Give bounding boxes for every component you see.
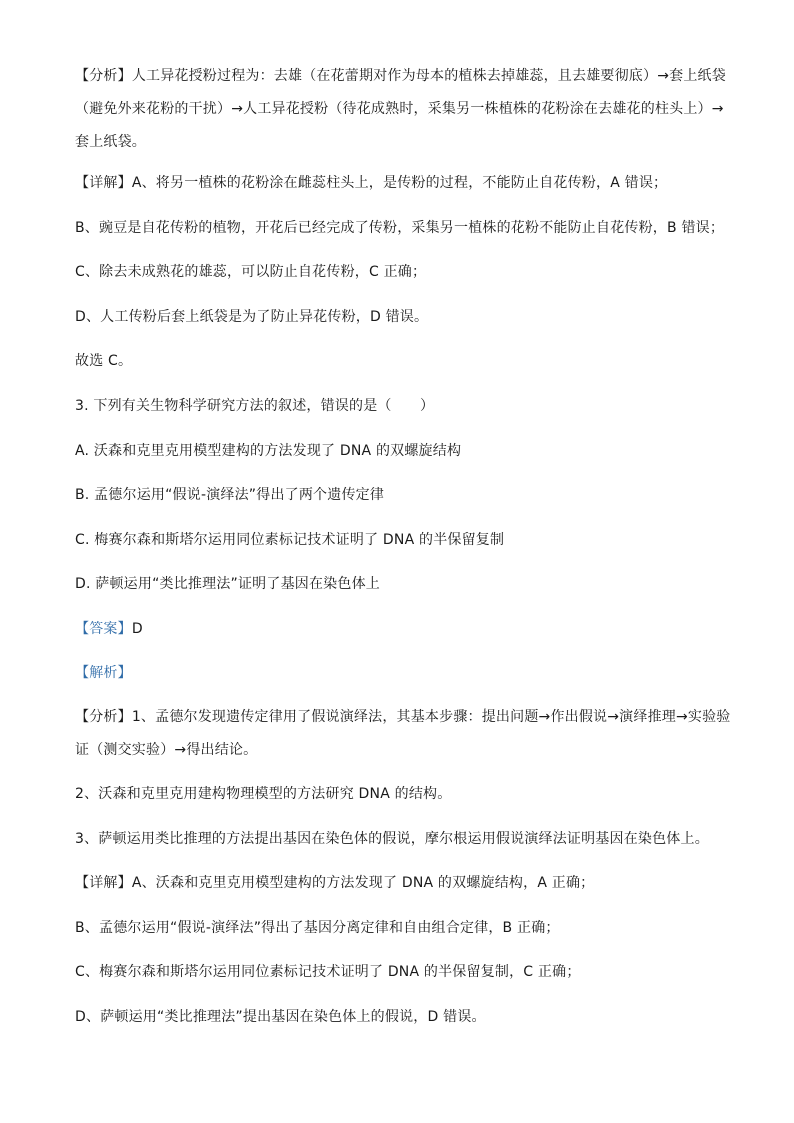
analysis1-line2: （避免外来花粉的干扰）→人工异花授粉（待花成熟时，采集另一株植株的花粉涂在去雄花的柱头上）→ (75, 101, 724, 117)
question3-stem: 3. 下列有关生物科学研究方法的叙述，错误的是（ ） (75, 398, 435, 414)
explanation-tag: 【解析】 (75, 665, 132, 681)
detail1-line-c: C、除去未成熟花的雄蕊，可以防止自花传粉，C 正确； (75, 264, 427, 280)
analysis-tag: 【分析】 (75, 709, 132, 725)
analysis2-line1: 【分析】1、孟德尔发现遗传定律用了假说演绎法，其基本步骤：提出问题→作出假说→演绎推理→实验验 (75, 709, 731, 725)
answer-value: D (131, 621, 143, 637)
detail2-line-d: D、萨顿运用“类比推理法”提出基因在染色体上的假说，D 错误。 (75, 1009, 486, 1025)
detail1-line-b: B、豌豆是自花传粉的植物，开花后已经完成了传粉，采集另一植株的花粉不能防止自花传粉，B 错误； (75, 220, 725, 236)
question3-option-c: C. 梅赛尔森和斯塔尔运用同位素标记技术证明了 DNA 的半保留复制 (75, 532, 505, 548)
analysis2-line4: 3、萨顿运用类比推理的方法提出基因在染色体的假说，摩尔根运用假说演绎法证明基因在染色体上。 (75, 831, 709, 847)
analysis2-line2: 证（测交实验）→得出结论。 (75, 742, 258, 758)
detail2-line-a: 【详解】A、沃森和克里克用模型建构的方法发现了 DNA 的双螺旋结构，A 正确； (75, 875, 595, 891)
analysis1-line3: 套上纸袋。 (75, 134, 146, 150)
question3-option-a: A. 沃森和克里克用模型建构的方法发现了 DNA 的双螺旋结构 (75, 443, 462, 459)
answer-line (75, 618, 725, 640)
detail1-line-d: D、人工传粉后套上纸袋是为了防止异花传粉，D 错误。 (75, 309, 429, 325)
question3-option-b: B. 孟德尔运用“假说-演绎法”得出了两个遗传定律 (75, 487, 385, 503)
detail1-line-a: 【详解】A、将另一植株的花粉涂在雌蕊柱头上，是传粉的过程，不能防止自花传粉，A 错误； (75, 175, 668, 191)
detail-tag: 【详解】 (75, 875, 132, 891)
analysis-tag: 【分析】 (75, 68, 132, 84)
detail-tag: 【详解】 (75, 175, 132, 191)
answer-tag: 【答案】 (75, 621, 132, 637)
detail2-line-c: C、梅赛尔森和斯塔尔运用同位素标记技术证明了 DNA 的半保留复制，C 正确； (75, 964, 581, 980)
detail2-line-b: B、孟德尔运用“假说-演绎法”得出了基因分离定律和自由组合定律，B 正确； (75, 920, 560, 936)
question3-option-d: D. 萨顿运用“类比推理法”证明了基因在染色体上 (75, 576, 380, 592)
analysis1-line1: 【分析】人工异花授粉过程为：去雄（在花蕾期对作为母本的植株去掉雄蕊，且去雄要彻底）→套上纸袋 (75, 68, 726, 84)
analysis2-line3: 2、沃森和克里克用建构物理模型的方法研究 DNA 的结构。 (75, 786, 452, 802)
conclusion1: 故选 C。 (75, 353, 133, 369)
